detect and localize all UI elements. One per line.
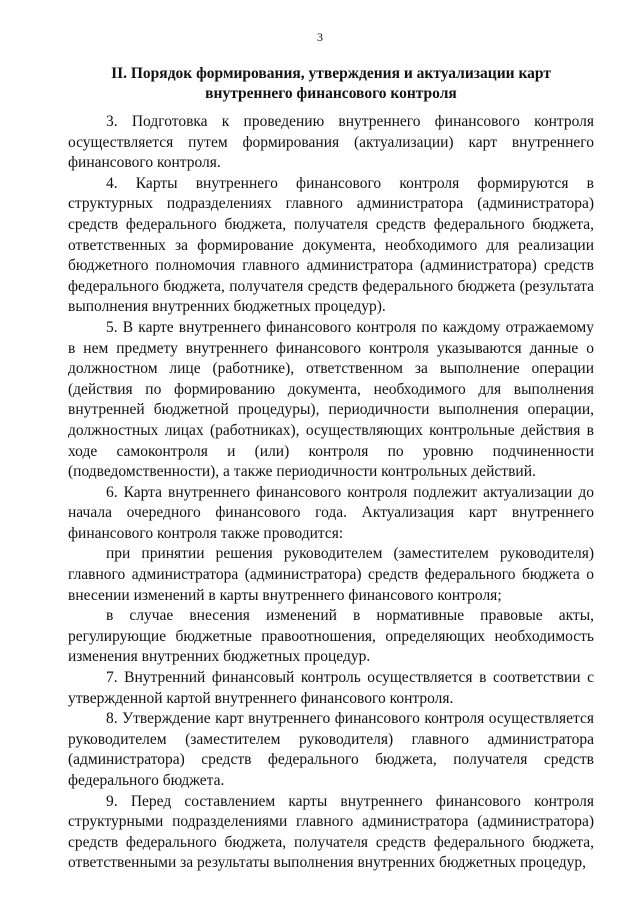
paragraph-6-item-1: при принятии решения руководителем (заместителем руководителя) главного администратора (администратора) средств федерального бюджета о внесении изменений в карты внутреннего финансового контроля; <box>68 545 594 604</box>
paragraph-8: 8. Утверждение карт внутреннего финансового контроля осуществляется руководителем (заместителем руководителя) главного администратора (администратора) средств федерального бюджета, получателя средств федерального бюджета. <box>68 710 594 789</box>
paragraph-6: 6. Карта внутреннего финансового контроля подлежит актуализации до начала очередного финансового года. Актуализация карт внутреннего финансового контроля также проводится: <box>68 483 594 542</box>
section-heading-line-2: внутреннего финансового контроля <box>205 85 457 102</box>
paragraph-7: 7. Внутренний финансовый контроль осуществляется в соответствии с утвержденной картой внутреннего финансового контроля. <box>68 669 594 707</box>
document-body <box>68 112 594 874</box>
paragraph-6-item-2: в случае внесения изменений в нормативные правовые акты, регулирующие бюджетные правоотношения, определяющих необходимость изменения внутренних бюджетных процедур. <box>68 607 594 666</box>
paragraph-3: 3. Подготовка к проведению внутреннего финансового контроля осуществляется путем формирования (актуализации) карт внутреннего финансового контроля. <box>68 113 594 172</box>
paragraph-5: 5. В карте внутреннего финансового контроля по каждому отражаемому в нем предмету внутреннего финансового контроля указываются данные о должностном лице (работнике), ответственном за выполнение операции (действия по формированию документа, необходимого для выполнения внутренней бюджетной процедуры), периодичности выполнения операции, должностных лицах (работниках), осуществляющих контрольные действия в ходе самоконтроля и (или) контроля по уровню подчиненности (подведомственности), а также периодичности контрольных действий. <box>68 318 594 481</box>
page-number: 3 <box>317 30 323 44</box>
paragraph-9: 9. Перед составлением карты внутреннего финансового контроля структурными подразделениями главного администратора (администратора) средств федерального бюджета, получателя средств федерального бюджета, ответственными за результаты выполнения внутренних бюджетных процедур, <box>68 792 594 872</box>
section-heading <box>68 64 594 104</box>
paragraph-4: 4. Карты внутреннего финансового контроля формируются в структурных подразделениях главного администратора (администратора) средств федерального бюджета, получателя средств федерального бюджета, ответственных за формирование документа, необходимого для реализации бюджетного полномочия главного администратора (администратора) средств федерального бюджета, получателя средств федерального бюджета (результата выполнения внутренних бюджетных процедур). <box>68 174 594 316</box>
section-heading-line-1: II. Порядок формирования, утверждения и актуализации карт <box>111 65 551 82</box>
